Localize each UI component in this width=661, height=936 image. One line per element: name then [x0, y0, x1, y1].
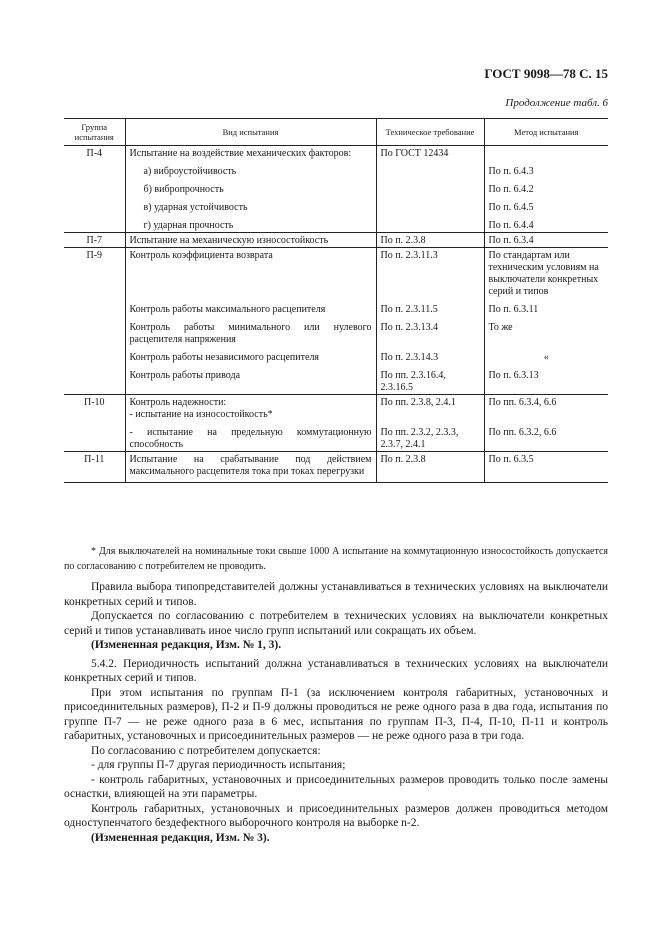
row-test-cell: Испытание на срабатывание под действием максимального расцепителя тока при токах перегрузки [125, 452, 376, 483]
row-method-cell: По стандартам или техническим условиям на выключатели конкретных серий и типов [484, 248, 608, 299]
row-test-cell: г) ударная прочность [125, 214, 376, 233]
paragraph: Контроль габаритных, установочных и присоединительных размеров должен проводиться методом одноступенчатого бездефектного выборочного контроля на выборке n-2. [64, 802, 608, 829]
row-group-cell [64, 178, 125, 196]
page-header: ГОСТ 9098—78 С. 15 [484, 66, 608, 81]
table-row [64, 421, 608, 452]
row-group-cell [64, 346, 125, 364]
row-test-cell: Контроль надежности: - испытание на износостойкость* [125, 395, 376, 422]
row-test-cell: Контроль коэффициента возврата [125, 248, 376, 299]
row-group-cell: П-4 [64, 146, 125, 161]
row-requirement-cell [376, 214, 484, 233]
row-requirement-cell [376, 196, 484, 214]
table-row [64, 452, 608, 483]
row-method-cell: По п. 6.3.4 [484, 233, 608, 248]
row-test-cell: Контроль работы независимого расцепителя [125, 346, 376, 364]
row-requirement-cell [376, 160, 484, 178]
row-requirement-cell: По пп. 2.3.2, 2.3.3, 2.3.7, 2.4.1 [376, 421, 484, 452]
table-row [64, 316, 608, 346]
header-group: Группа испытания [64, 119, 125, 146]
row-test-cell: Контроль работы максимального расцепителя [125, 298, 376, 316]
header-requirement: Техническое требование [376, 119, 484, 146]
row-requirement-cell: По п. 2.3.13.4 [376, 316, 484, 346]
row-group-cell [64, 421, 125, 452]
row-method-cell: « [484, 346, 608, 364]
row-method-cell: По п. 6.3.13 [484, 364, 608, 395]
row-test-cell: б) вибропрочность [125, 178, 376, 196]
row-group-cell [64, 298, 125, 316]
row-group-cell [64, 364, 125, 395]
row-method-cell: По пп. 6.3.4, 6.6 [484, 395, 608, 422]
paragraph: Допускается по согласованию с потребителем в технических условиях на выключатели конкретных серий и типов устанавливать иное число групп испытаний или сокращать их объем. [64, 610, 608, 637]
row-requirement-cell: По п. 2.3.11.3 [376, 248, 484, 299]
table-row [64, 364, 608, 395]
paragraph: Правила выбора типопредставителей должны устанавливаться в технических условиях на выключатели конкретных серий и типов. [64, 581, 608, 608]
paragraph: - контроль габаритных, установочных и присоединительных размеров проводить только после замены оснастки, влияющей на эти параметры. [64, 773, 608, 800]
row-test-cell: Контроль работы привода [125, 364, 376, 395]
row-group-cell [64, 316, 125, 346]
row-method-cell: По п. 6.3.11 [484, 298, 608, 316]
header-method: Метод испытания [484, 119, 608, 146]
row-group-cell: П-11 [64, 452, 125, 483]
row-method-cell [484, 146, 608, 161]
row-test-cell: Испытание на воздействие механических факторов: [125, 146, 376, 161]
row-test-cell: Испытание на механическую износостойкость [125, 233, 376, 248]
row-test-cell: Контроль работы минимального или нулевого расцепителя напряжения [125, 316, 376, 346]
row-requirement-cell: По пп. 2.3.16.4, 2.3.16.5 [376, 364, 484, 395]
row-method-cell: По п. 6.4.2 [484, 178, 608, 196]
row-requirement-cell: По п. 2.3.11.5 [376, 298, 484, 316]
table-row [64, 248, 608, 299]
table-row [64, 395, 608, 422]
body-text [64, 580, 608, 845]
row-group-cell [64, 214, 125, 233]
row-method-cell: По п. 6.4.4 [484, 214, 608, 233]
row-method-cell: По п. 6.4.3 [484, 160, 608, 178]
row-group-cell [64, 196, 125, 214]
row-requirement-cell: По п. 2.3.8 [376, 452, 484, 483]
row-test-cell: а) виброустойчивость [125, 160, 376, 178]
table-row [64, 298, 608, 316]
row-test-cell: в) ударная устойчивость [125, 196, 376, 214]
row-requirement-cell: По п. 2.3.14.3 [376, 346, 484, 364]
table-row [64, 160, 608, 178]
footnote-text: * Для выключателей на номинальные токи свыше 1000 А испытание на коммутационную износостойкость допускается по согласованию с потребителем не проводить. [64, 546, 608, 572]
table-row [64, 214, 608, 233]
row-method-cell: То же [484, 316, 608, 346]
amendment-note: (Измененная редакция, Изм. № 3). [91, 831, 270, 844]
row-group-cell: П-9 [64, 248, 125, 299]
row-method-cell: По пп. 6.3.2, 6.6 [484, 421, 608, 452]
table-header-row [64, 119, 608, 146]
paragraph: По согласованию с потребителем допускается: [91, 744, 321, 757]
row-method-cell: По п. 6.4.5 [484, 196, 608, 214]
footnote [64, 544, 608, 574]
row-group-cell: П-10 [64, 395, 125, 422]
table-row [64, 196, 608, 214]
table-row [64, 178, 608, 196]
header-test-type: Вид испытания [125, 119, 376, 146]
paragraph: - для группы П-7 другая периодичность испытания; [91, 759, 346, 771]
row-group-cell [64, 160, 125, 178]
table-row [64, 146, 608, 161]
row-method-cell: По п. 6.3.5 [484, 452, 608, 483]
row-requirement-cell: По ГОСТ 12434 [376, 146, 484, 161]
tests-table [64, 118, 608, 483]
table-continuation-label: Продолжение табл. 6 [505, 97, 608, 109]
table-row [64, 233, 608, 248]
amendment-note: (Измененная редакция, Изм. № 1, 3). [91, 639, 282, 651]
row-group-cell: П-7 [64, 233, 125, 248]
row-test-cell: - испытание на предельную коммутационную способность [125, 421, 376, 452]
paragraph: При этом испытания по группам П-1 (за исключением контроля габаритных, установочных и присоединительных размеров), П-2 и П-9 должны проводиться не реже одного раза в два года, испытания по группе П-7 — не реже одного раза в 6 мес, испытания по группам П-3, П-4, П-10, П-11 и контроль габаритных, установочных и присоединительных размеров — не реже одного раза в три года. [64, 686, 608, 742]
paragraph: 5.4.2. Периодичность испытаний должна устанавливаться в технических условиях на выключатели конкретных серий и типов. [64, 657, 608, 684]
row-requirement-cell [376, 178, 484, 196]
row-requirement-cell: По п. 2.3.8 [376, 233, 484, 248]
table-row [64, 346, 608, 364]
row-requirement-cell: По пп. 2.3.8, 2.4.1 [376, 395, 484, 422]
